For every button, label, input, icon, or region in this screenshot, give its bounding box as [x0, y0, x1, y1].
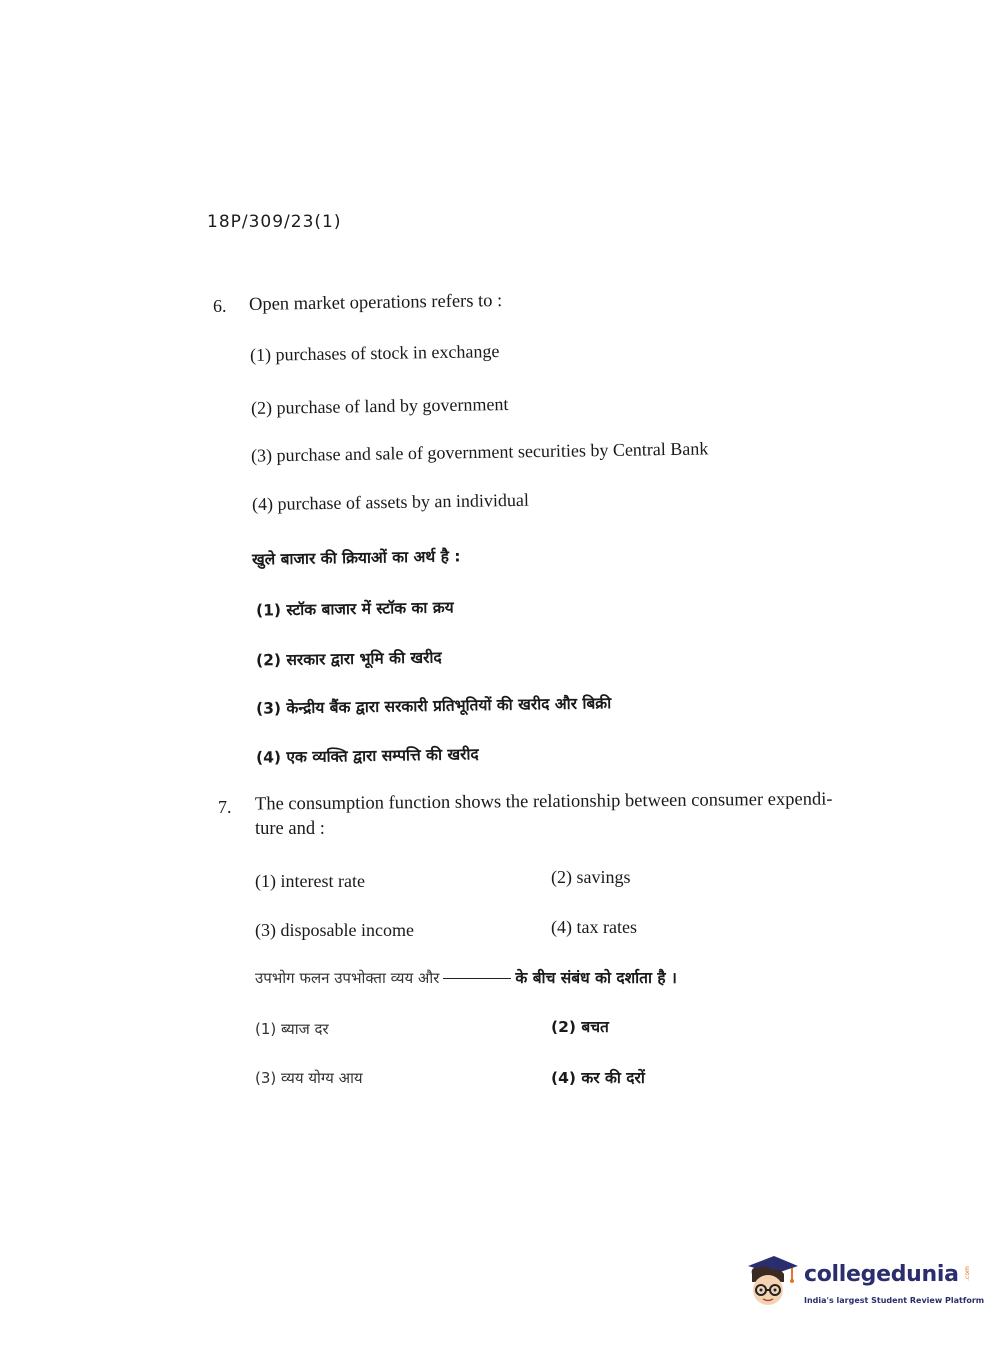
question-7-option-3-hi: (3) व्यय योग्य आय — [255, 1069, 363, 1087]
logo-suffix: .com — [963, 1266, 971, 1281]
question-7-option-1-hi: (1) ब्याज दर — [255, 1020, 329, 1038]
paper-code: 18P/309/23(1) — [207, 212, 342, 232]
question-6-option-3-en: (3) purchase and sale of government securities by Central Bank — [250, 438, 709, 466]
question-6-option-4-en: (4) purchase of assets by an individual — [251, 489, 530, 515]
question-6-text-en: Open market operations refers to : — [248, 291, 503, 315]
question-7-option-4-en: (4) tax rates — [551, 917, 637, 937]
question-7-option-2-hi: (2) बचत — [551, 1018, 609, 1036]
question-6-option-1-hi: (1) स्टॉक बाजार में स्टॉक का क्रय — [255, 598, 454, 620]
question-6-option-1-en: (1) purchases of stock in exchange — [249, 341, 500, 365]
question-7-option-4-hi: (4) कर की दरों — [551, 1069, 645, 1087]
logo-wordmark: collegedunia — [804, 1262, 959, 1287]
question-6-option-2-en: (2) purchase of land by government — [250, 393, 509, 419]
question-7-text-hi — [255, 966, 677, 988]
question-6-number: 6. — [213, 296, 227, 316]
question-6-option-3-hi: (3) केन्द्रीय बैंक द्वारा सरकारी प्रतिभूतियों की खरीद और बिक्री — [255, 694, 612, 718]
question-7-text-en-line2: ture and : — [255, 819, 325, 839]
student-mascot-icon — [742, 1252, 800, 1312]
question-7-text-en-line1: The consumption function shows the relationship between consumer expendi- — [254, 789, 833, 815]
question-7-option-3-en: (3) disposable income — [255, 920, 414, 940]
question-7-option-2-en: (2) savings — [551, 867, 631, 887]
question-6-option-2-hi: (2) सरकार द्वारा भूमि की खरीद — [255, 648, 442, 670]
question-7-option-1-en: (1) interest rate — [255, 871, 365, 891]
question-7-text-hi-after: के बीच संबंध को दर्शाता है । — [515, 969, 677, 987]
question-7-number: 7. — [218, 797, 232, 817]
fill-in-blank-line — [443, 978, 511, 979]
question-6-option-4-hi: (4) एक व्यक्ति द्वारा सम्पत्ति की खरीद — [255, 745, 479, 767]
question-7-text-hi-before: उपभोग फलन उपभोक्ता व्यय और — [255, 969, 440, 987]
question-6-text-hi: खुले बाजार की क्रियाओं का अर्थ है : — [251, 547, 461, 569]
logo-tagline: India's largest Student Review Platform — [804, 1296, 985, 1305]
collegedunia-logo[interactable] — [742, 1252, 985, 1316]
